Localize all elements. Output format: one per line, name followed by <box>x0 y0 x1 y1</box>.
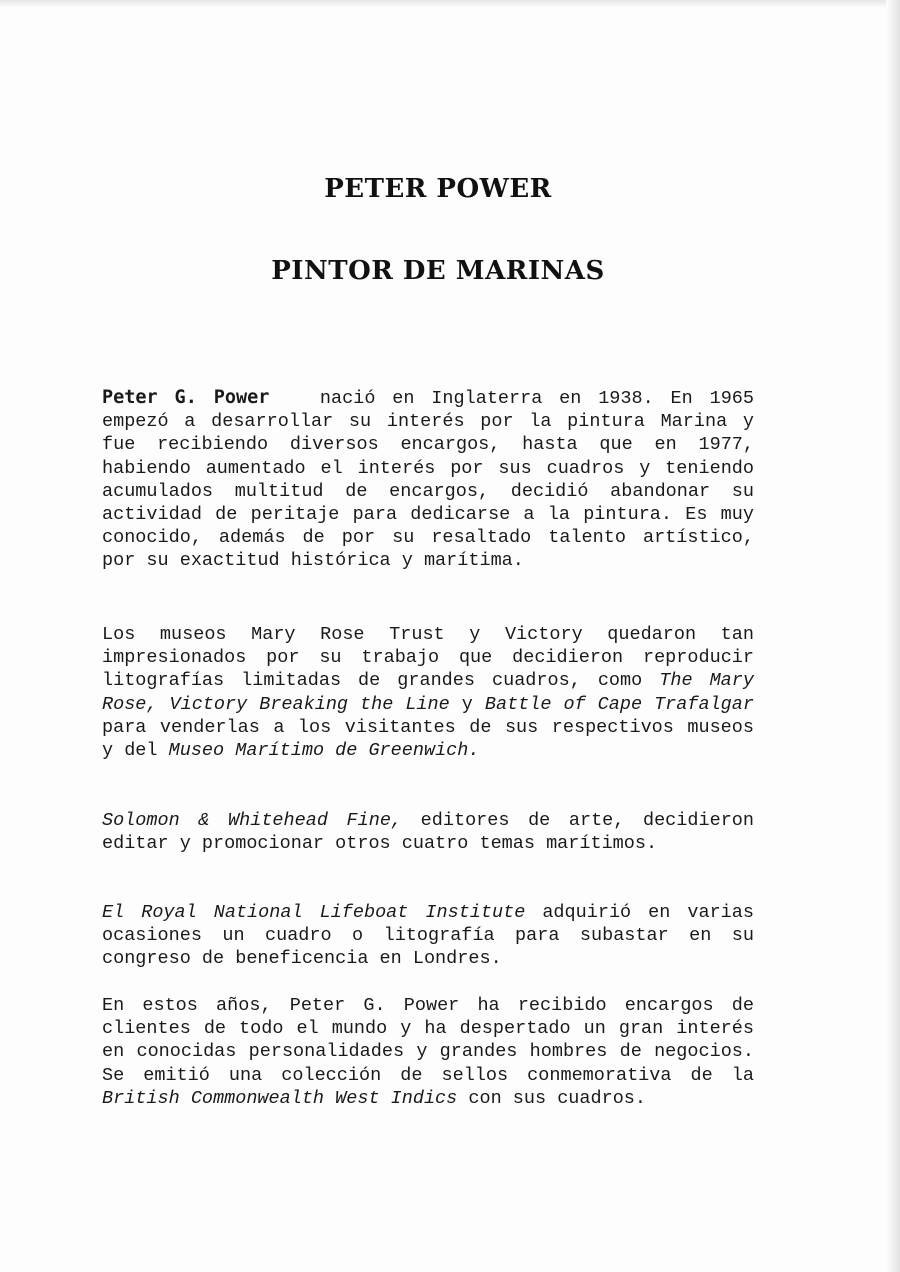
artwork-title-2: Battle of Cape Trafalgar <box>484 693 754 715</box>
artwork-titles-1: The Mary Rose, Victory Breaking the Line <box>102 670 754 715</box>
paragraph-2-text-3: para venderlas a los visitantes de sus respectivos museos y del <box>102 716 754 762</box>
paragraph-5-text-1: En estos años, Peter G. Power ha recibido encargos de clientes de todo el mundo y ha despertado un gran interés en conocidas personalidades y grandes hombres de negocios. Se emitió una colección de sellos conmemorativa de la <box>102 995 754 1086</box>
paragraph-biography <box>102 386 754 573</box>
page-edge-shadow-right <box>886 0 900 1272</box>
page-edge-shadow-top <box>0 0 900 8</box>
stamp-collection-name: British Commonwealth West Indics <box>102 1087 458 1109</box>
paragraph-publishers <box>102 809 754 855</box>
paragraph-commissions <box>102 994 754 1110</box>
museum-name: Museo Marítimo de Greenwich. <box>168 740 480 762</box>
paragraph-4-text: adquirió en varias ocasiones un cuadro o litografía para subastar en su congreso de beneficencia en Londres. <box>102 902 754 970</box>
paragraph-3-text: editores de arte, decidieron editar y promocionar otros cuatro temas marítimos. <box>102 810 755 855</box>
artist-name: Peter G. Power <box>102 387 270 408</box>
institute-name: El Royal National Lifeboat Institute <box>102 902 526 923</box>
document-subtitle: PINTOR DE MARINAS <box>271 256 605 286</box>
paragraph-2-text-2: y <box>461 693 473 715</box>
paragraph-2-text-1: Los museos Mary Rose Trust y Victory quedaron tan impresionados por su trabajo que decidieron reproducir litografías limitadas de grandes cuadros, como <box>102 624 754 692</box>
paragraph-lifeboat <box>102 901 754 971</box>
document-title: PETER POWER <box>324 174 552 204</box>
paragraph-5-text-2: con sus cuadros. <box>468 1087 647 1109</box>
paragraph-museums <box>102 623 754 762</box>
publisher-name: Solomon & Whitehead Fine, <box>102 810 403 831</box>
paragraph-1-text: nació en Inglaterra en 1938. En 1965 empezó a desarrollar su interés por la pintura Marina y fue recibiendo diversos encargos, hasta que en 1977, habiendo aumentado el interés por sus cuadros y teniendo acumulados multitud de encargos, decidió abandonar su actividad de peritaje para dedicarse a la pintura. Es muy conocido, además de por su resaltado talento artístico, por su exactitud histórica y marítima. <box>102 388 754 572</box>
